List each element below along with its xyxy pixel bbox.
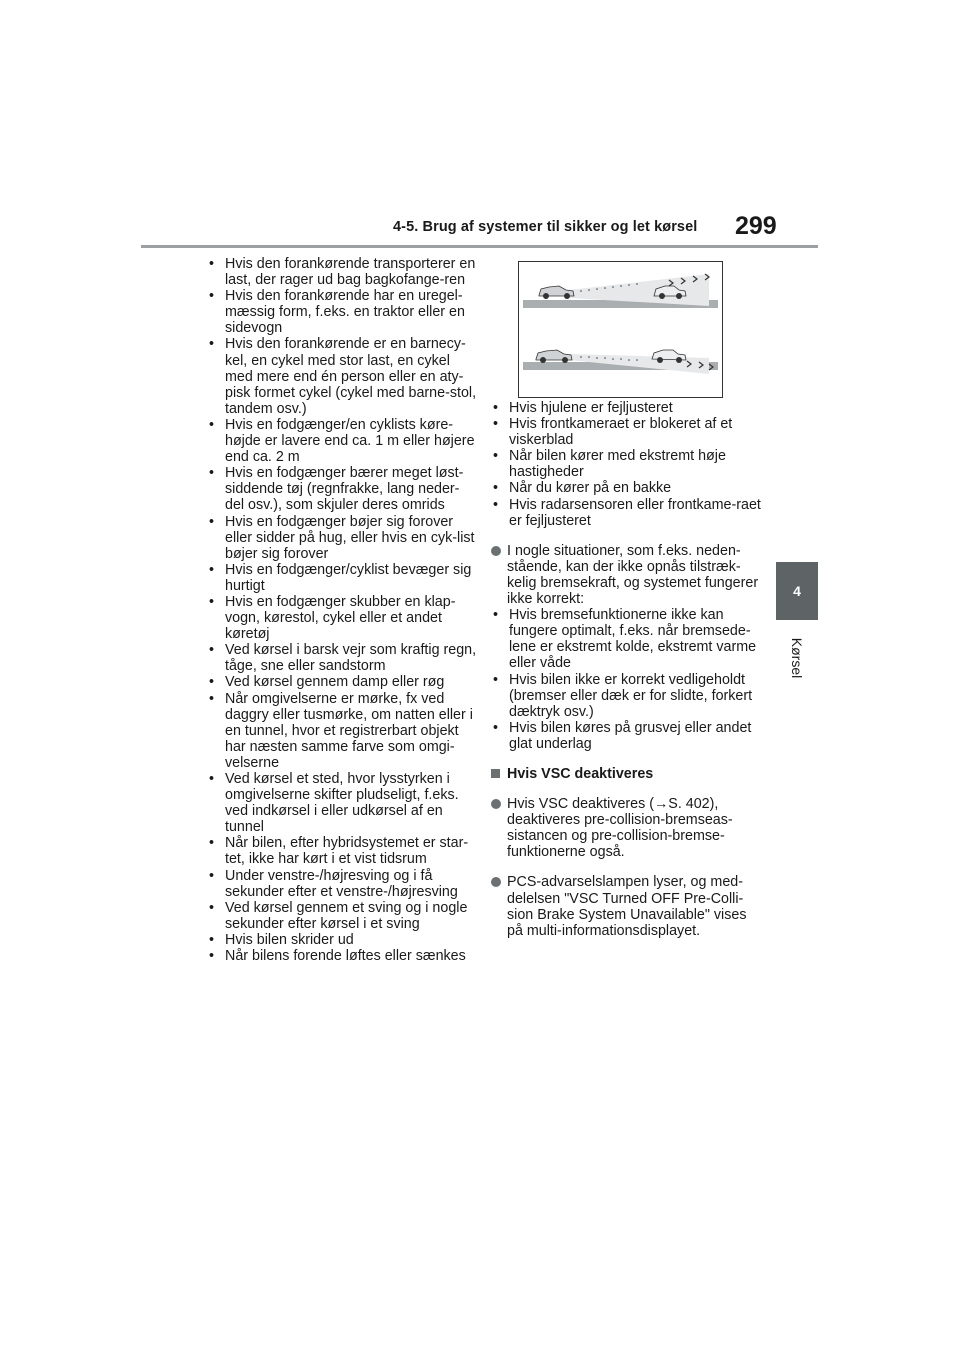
list-item: • Ved kørsel et sted, hvor lysstyrken i omgivelserne skifter pludseligt, f.eks. ved indkørsel i eller udkørsel af en tunnel bbox=[207, 771, 477, 835]
list-item: • Når du kører på en bakke bbox=[491, 480, 761, 496]
bottom-host-car-icon bbox=[536, 350, 572, 363]
section-title: 4-5. Brug af systemer til sikker og let kørsel bbox=[393, 219, 698, 235]
vsc-heading bbox=[491, 766, 761, 782]
square-bullet-icon bbox=[491, 769, 500, 778]
braking-note-text: I nogle situationer, som f.eks. neden-stående, kan der ikke opnås tilstræk-kelig bremsekraft, og systemet fungerer ikke korrekt: bbox=[507, 542, 759, 608]
vsc-heading-text: Hvis VSC deaktiveres bbox=[507, 765, 654, 782]
circle-bullet-icon bbox=[491, 877, 501, 887]
vsc-note-1-suffix: ), deaktiveres pre-collision-bremseas-sistancen og pre-collision-bremse-funktionerne også. bbox=[507, 796, 733, 861]
vsc-note-2-text: PCS-advarselslampen lyser, og med-delelsen "VSC Turned OFF Pre-Colli-sion Brake System Unavailable" vises på multi-informationsdisplayet. bbox=[507, 874, 747, 939]
right-bullet-list-top bbox=[491, 400, 761, 529]
list-item: • Under venstre-/højresving og i få sekunder efter et venstre-/højresving bbox=[207, 868, 477, 900]
arrow-right-icon: → bbox=[653, 796, 669, 813]
list-item: • Hvis bremsefunktionerne ikke kan fungere optimalt, f.eks. når bremsede-lene er ekstremt kolde, ekstremt varme eller våde bbox=[491, 607, 761, 671]
braking-note bbox=[491, 543, 761, 607]
circle-bullet-icon bbox=[491, 799, 501, 809]
bottom-scene bbox=[523, 350, 718, 374]
chapter-number: 4 bbox=[793, 583, 801, 599]
list-item: • Hvis en fodgænger skubber en klap-vogn, kørestol, cykel eller et andet køretøj bbox=[207, 594, 477, 642]
list-item: • Hvis en fodgænger bærer meget løst-siddende tøj (regnfrakke, lang neder-del osv.), som skjuler deres omrids bbox=[207, 465, 477, 513]
left-column bbox=[207, 256, 477, 964]
chapter-tab bbox=[776, 562, 818, 620]
list-item: • Når bilens forende løftes eller sænkes bbox=[207, 948, 477, 964]
list-item: • Ved kørsel gennem et sving og i nogle sekunder efter kørsel i et sving bbox=[207, 900, 477, 932]
page-reference-link[interactable]: S. 402 bbox=[668, 796, 710, 813]
radar-illustration-svg bbox=[519, 262, 722, 397]
vsc-note-1-prefix: Hvis VSC deaktiveres ( bbox=[507, 796, 654, 813]
chapter-label-container bbox=[776, 628, 818, 688]
circle-bullet-icon bbox=[491, 546, 501, 556]
page-number: 299 bbox=[735, 212, 777, 240]
list-item: • Hvis en fodgænger/en cyklists køre-højde er lavere end ca. 1 m eller højere end ca. 2 m bbox=[207, 417, 477, 465]
top-host-car-icon bbox=[539, 286, 574, 299]
right-bullet-list-braking bbox=[491, 607, 761, 752]
list-item: • Hvis hjulene er fejljusteret bbox=[491, 400, 761, 416]
left-bullet-list bbox=[207, 256, 477, 964]
header-divider bbox=[141, 245, 818, 248]
list-item: • Ved kørsel gennem damp eller røg bbox=[207, 674, 477, 690]
list-item: • Når omgivelserne er mørke, fx ved daggry eller tusmørke, om natten eller i en tunnel, hvor et registrerbart objekt har næsten samme farve som omgi-velserne bbox=[207, 691, 477, 771]
vsc-note-2 bbox=[491, 874, 761, 938]
list-item: • Hvis bilen ikke er korrekt vedligeholdt (bremser eller dæk er for slidte, forkert dæktryk osv.) bbox=[491, 672, 761, 720]
list-item: • Hvis den forankørende har en uregel-mæssig form, f.eks. en traktor eller en sidevogn bbox=[207, 288, 477, 336]
list-item: • Når bilen kører med ekstremt høje hastigheder bbox=[491, 448, 761, 480]
list-item: • Hvis bilen køres på grusvej eller andet glat underlag bbox=[491, 720, 761, 752]
list-item: • Hvis bilen skrider ud bbox=[207, 932, 477, 948]
list-item: • Hvis en fodgænger bøjer sig forover eller sidder på hug, eller hvis en cyk-list bøjer sig forover bbox=[207, 514, 477, 562]
list-item: • Hvis den forankørende er en barnecy-kel, en cykel med stor last, en cykel med mere end én person eller en aty-pisk formet cykel (cykel med barne-stol, tandem osv.) bbox=[207, 336, 477, 416]
list-item: • Når bilen, efter hybridsystemet er star-tet, ikke har kørt i et vist tidsrum bbox=[207, 835, 477, 867]
top-scene bbox=[523, 274, 718, 308]
list-item: • Ved kørsel i barsk vejr som kraftig regn, tåge, sne eller sandstorm bbox=[207, 642, 477, 674]
radar-illustration bbox=[518, 261, 723, 398]
list-item: • Hvis radarsensoren eller frontkame-raet er fejljusteret bbox=[491, 497, 761, 529]
list-item: • Hvis den forankørende transporterer en last, der rager ud bag bagkofange-ren bbox=[207, 256, 477, 288]
vsc-note-1 bbox=[491, 796, 761, 860]
right-column bbox=[491, 400, 761, 939]
list-item: • Hvis en fodgænger/cyklist bevæger sig hurtigt bbox=[207, 562, 477, 594]
chapter-label: Kørsel bbox=[788, 637, 805, 679]
list-item: • Hvis frontkameraet er blokeret af et viskerblad bbox=[491, 416, 761, 448]
